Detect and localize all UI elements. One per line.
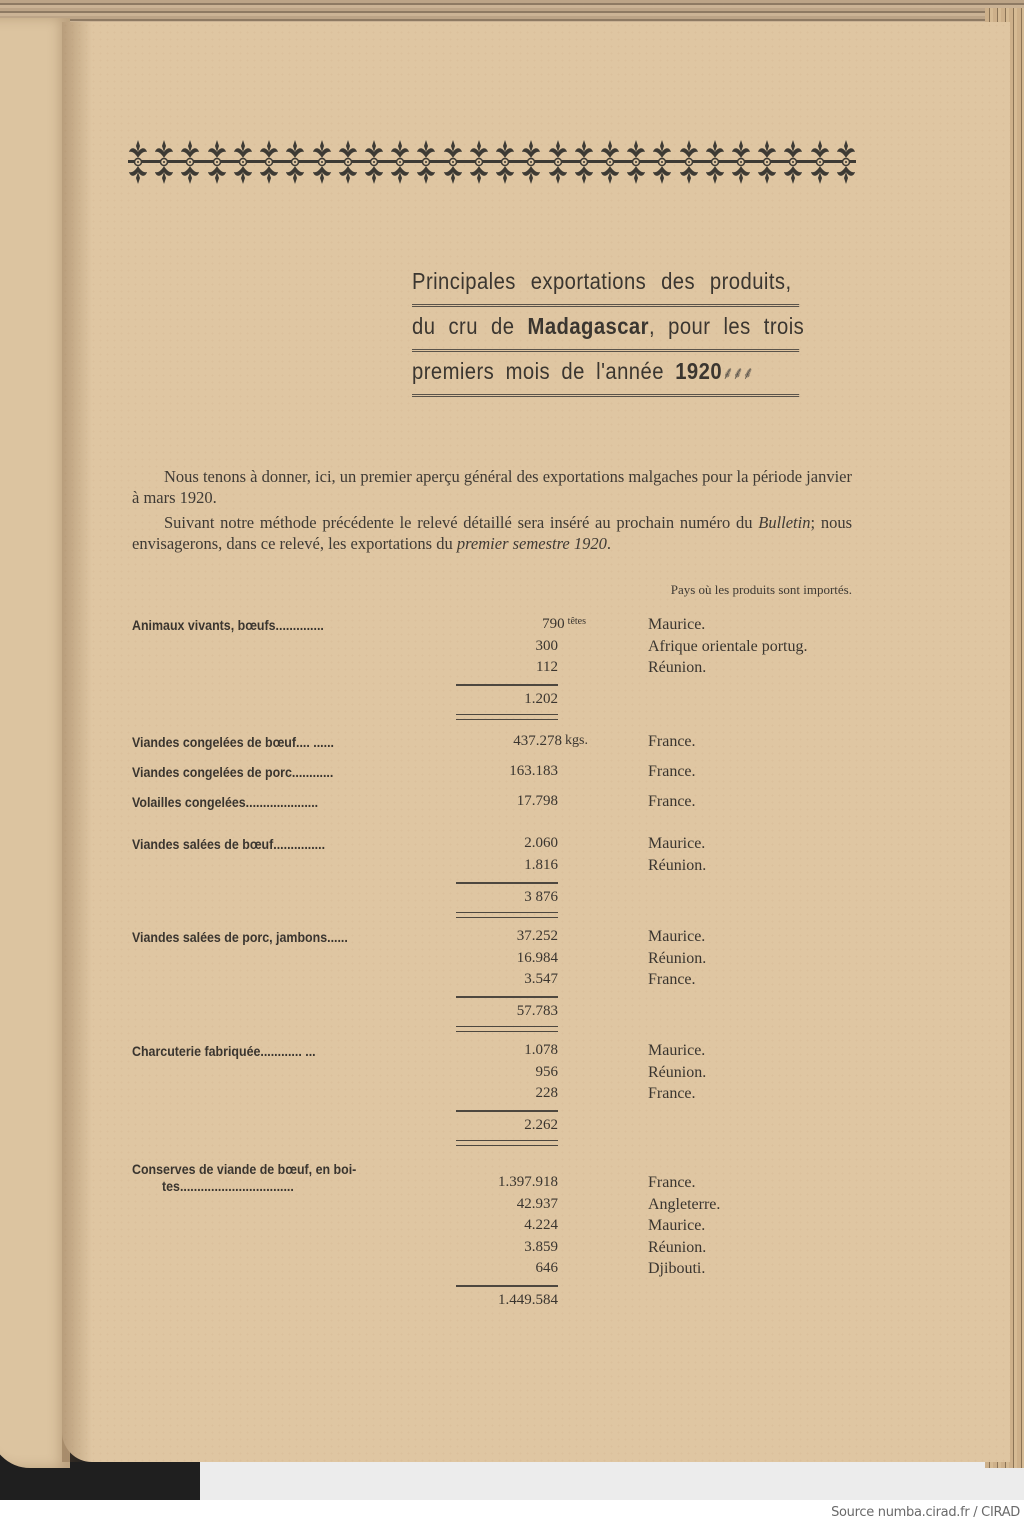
quantity-value: 3.547 [524, 971, 558, 987]
fleuron-icon [443, 138, 463, 186]
product-label: Conserves de viande de bœuf, en boi- [132, 1162, 357, 1177]
fleuron-icon [626, 138, 646, 186]
fleuron-icon [416, 138, 436, 186]
destination-country: Réunion. [648, 1063, 707, 1081]
fleuron-icon [338, 138, 358, 186]
quantity-value: 956 [535, 1063, 558, 1080]
quantity-value: 437.278 kgs. [513, 733, 588, 749]
destination-column-header: Pays où les produits sont importés. [670, 582, 852, 597]
destination-country: France. [648, 1085, 696, 1102]
quantity-value: 1.816 [524, 856, 558, 873]
intro-paragraph: Suivant notre méthode précédente le relevé détaillé sera inséré au prochain numéro du Bulletin; nous envisagerons, dans ce relevé, les exportations du premier semestre 1920. [132, 513, 852, 553]
destination-country: Réunion. [648, 1238, 707, 1256]
product-label: Viandes salées de bœuf............... [132, 837, 326, 852]
destination-country: Réunion. [648, 949, 707, 967]
destination-country: France. [648, 733, 696, 750]
fleuron-icon [548, 138, 568, 186]
page-title [412, 262, 805, 397]
fleuron-icon [128, 138, 148, 186]
quantity-value: 1.397.918 [498, 1174, 558, 1190]
fleuron-icon [207, 138, 227, 186]
title-line: du cru de Madagascar, pour les trois [412, 307, 799, 352]
fleuron-icon [469, 138, 489, 186]
fleuron-icon [652, 138, 672, 186]
fleuron-icon [285, 138, 305, 186]
unit-label: kgs. [565, 733, 588, 748]
total-value: 3 876 [524, 888, 558, 905]
total-value: 57.783 [516, 1003, 558, 1019]
destination-country: France. [648, 971, 696, 988]
quantity-value: 790 $^{têtes}$ [542, 616, 586, 632]
subtotal-rule [456, 996, 558, 998]
fleuron-icon [180, 138, 200, 186]
fleuron-icon [836, 138, 856, 186]
quantity-value: 2.060 [524, 835, 558, 851]
quantity-value: 228 [535, 1085, 558, 1101]
destination-country: Maurice. [648, 616, 706, 633]
bulletin-reference: Bulletin [758, 513, 811, 532]
fleuron-icon [521, 138, 541, 186]
destination-country: Angleterre. [648, 1195, 721, 1213]
quantity-value: 4.224 [524, 1217, 558, 1233]
destination-country: Réunion. [648, 659, 707, 676]
title-line: Principales exportations des produits, [412, 262, 799, 307]
quantity-value: 112 [536, 659, 558, 675]
quantity-value: 1.078 [524, 1042, 558, 1058]
quantity-value: 17.798 [516, 793, 558, 809]
intro-paragraph: Nous tenons à donner, ici, un premier aperçu général des exportations malgaches pour la période janvier à mars 1920. [132, 467, 852, 507]
quantity-value: 646 [535, 1260, 558, 1276]
subtotal-rule [456, 1285, 558, 1287]
title-line: premiers mois de l'année 1920⸙⸙⸙ [412, 352, 799, 397]
total-value: 1.202 [524, 691, 558, 707]
destination-country: France. [648, 793, 696, 810]
fleuron-icon [364, 138, 384, 186]
fleuron-icon [600, 138, 620, 186]
destination-country: France. [648, 1174, 696, 1191]
total-double-rule [456, 912, 558, 918]
destination-country: Djibouti. [648, 1260, 706, 1277]
fleuron-icon [757, 138, 777, 186]
destination-country: Afrique orientale portug. [648, 637, 808, 655]
product-label: Viandes congelées de bœuf.... ...... [132, 735, 334, 750]
destination-country: Maurice. [648, 1217, 706, 1234]
product-label: Viandes congelées de porc............ [132, 765, 334, 780]
quantity-value: 16.984 [516, 949, 558, 966]
destination-country: France. [648, 763, 696, 780]
destination-country: Maurice. [648, 1042, 706, 1059]
fleuron-icon [810, 138, 830, 186]
fleuron-icon [783, 138, 803, 186]
product-label: Charcuterie fabriquée............ ... [132, 1044, 316, 1059]
quantity-value: 3.859 [524, 1238, 558, 1255]
product-label: Viandes salées de porc, jambons...... [132, 930, 348, 945]
total-value: 1.449.584 [498, 1292, 558, 1308]
destination-country: Maurice. [648, 835, 706, 852]
fleuron-icon [154, 138, 174, 186]
page-gutter-shadow [62, 22, 92, 1462]
source-credit: Source numba.cirad.fr / CIRAD [831, 1505, 1020, 1520]
total-value: 2.262 [524, 1117, 558, 1133]
product-label: Volailles congelées..................... [132, 795, 319, 810]
fleuron-icon [259, 138, 279, 186]
subtotal-rule [456, 1110, 558, 1112]
fleuron-icon [312, 138, 332, 186]
semester-reference: premier semestre 1920 [456, 534, 607, 553]
subtotal-rule [456, 684, 558, 686]
quantity-value: 42.937 [516, 1195, 558, 1212]
fleuron-icon [574, 138, 594, 186]
total-double-rule [456, 1026, 558, 1032]
sprig-ornament-icon: ⸙⸙⸙ [722, 363, 753, 383]
fleuron-icon [679, 138, 699, 186]
quantity-value: 300 [535, 637, 558, 654]
subtotal-rule [456, 882, 558, 884]
fleuron-ornament-band [128, 138, 856, 186]
unit-label: têtes [567, 616, 586, 627]
fleuron-icon [233, 138, 253, 186]
fleuron-icon [495, 138, 515, 186]
total-double-rule [456, 714, 558, 720]
quantity-value: 37.252 [516, 928, 558, 944]
quantity-value: 163.183 [509, 763, 558, 779]
destination-country: Réunion. [648, 856, 707, 874]
destination-country: Maurice. [648, 928, 706, 945]
product-label: Animaux vivants, bœufs.............. [132, 618, 324, 633]
product-label-continuation: tes................................. [162, 1179, 294, 1194]
fleuron-icon [705, 138, 725, 186]
facing-page-edge [0, 18, 70, 1468]
fleuron-icon [731, 138, 751, 186]
total-double-rule [456, 1140, 558, 1146]
fleuron-icon [390, 138, 410, 186]
